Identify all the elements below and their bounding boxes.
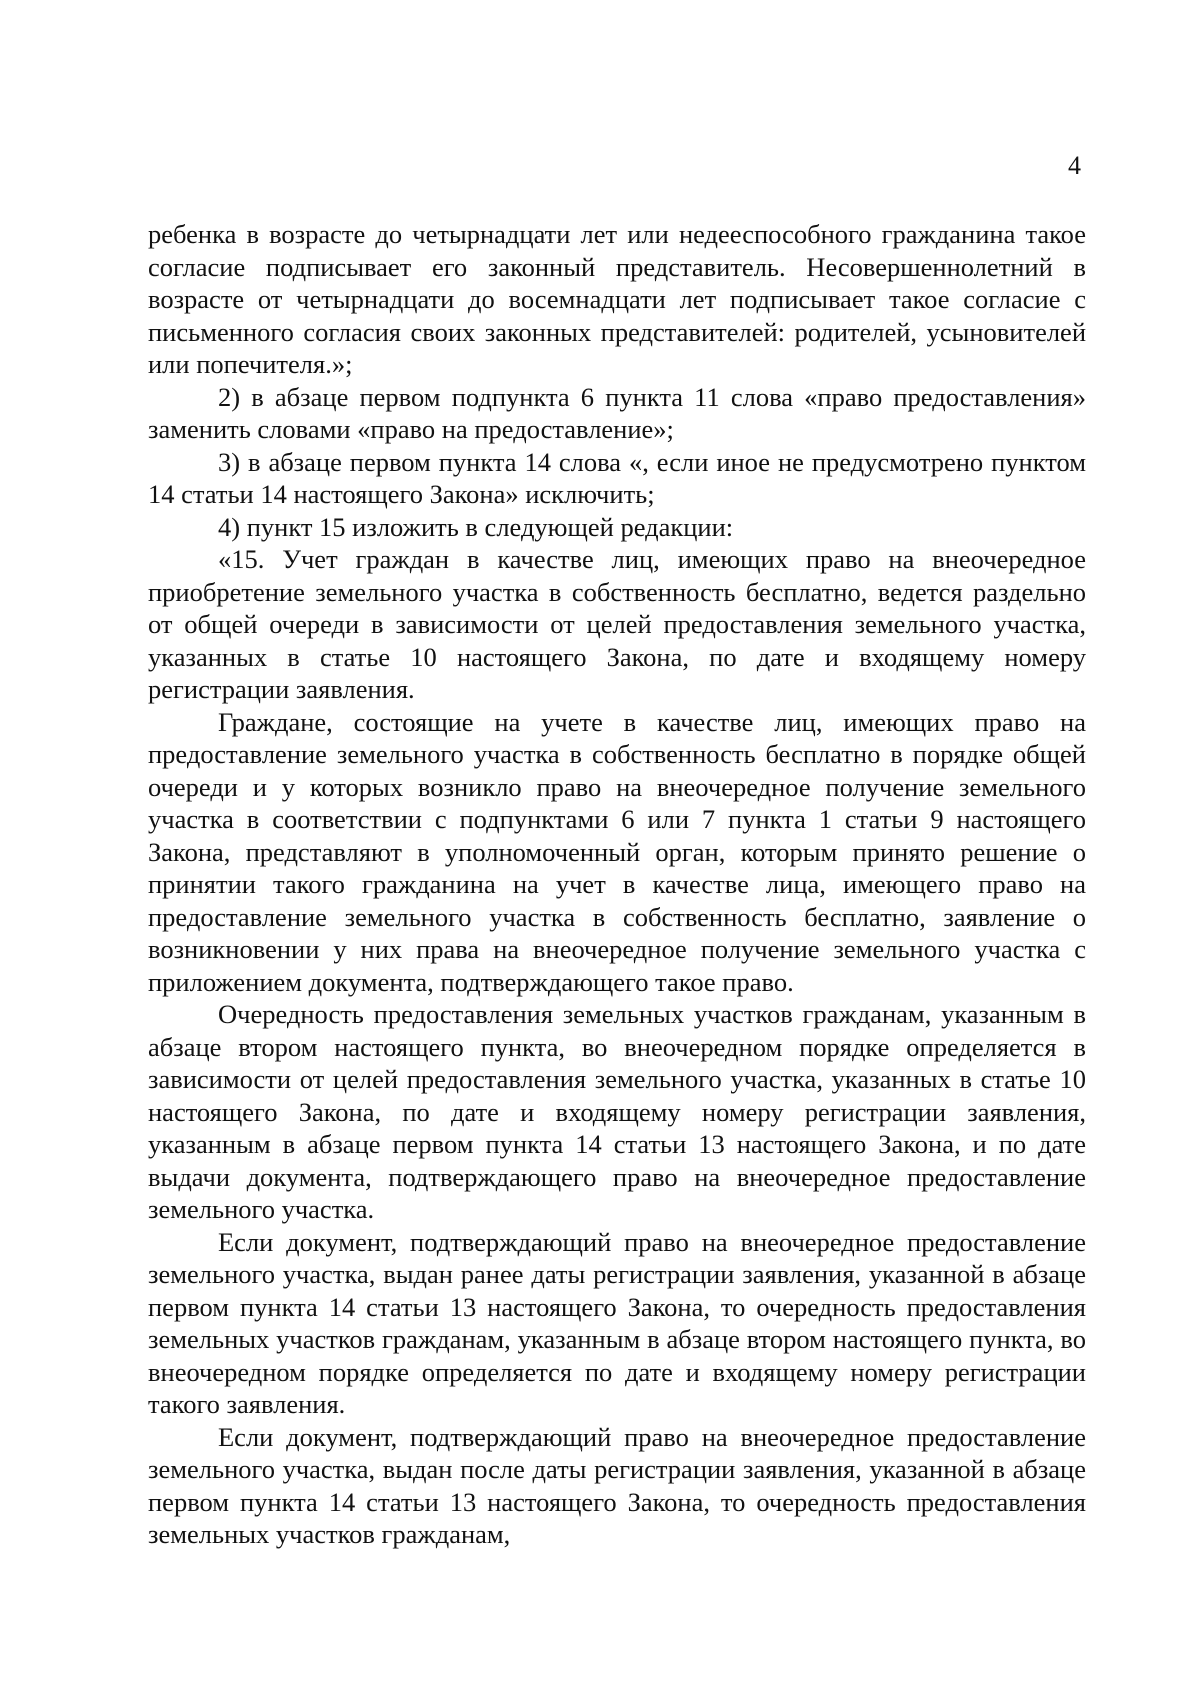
paragraph-continuation: ребенка в возрасте до четырнадцати лет или недееспособного гражданина такое согласие подписывает его законный представитель. Несовершеннолетний в возрасте от четырнадцати до восемнадцати лет подписывает такое согласие с письменного согласия своих законных представителей: родителей, усыновителей или попечителя.»; xyxy=(148,219,1086,379)
paragraph-if-before: Если документ, подтверждающий право на внеочередное предоставление земельного участка, выдан ранее даты регистрации заявления, указанной в абзаце первом пункта 14 статьи 13 настоящего Закона, то очередность предоставления земельных участков гражданам, указанным в абзаце втором настоящего пункта, во внеочередном порядке определяется по дате и входящему номеру регистрации такого заявления. xyxy=(148,1226,1086,1419)
paragraph-item-2: 2) в абзаце первом подпункта 6 пункта 11 слова «право предоставления» заменить словами «право на предоставление»; xyxy=(148,381,1086,444)
paragraph-clause-15: «15. Учет граждан в качестве лиц, имеющих право на внеочередное приобретение земельного участка в собственность бесплатно, ведется раздельно от общей очереди в зависимости от целей предоставления земельного участка, указанных в статье 10 настоящего Закона, по дате и входящему номеру регистрации заявления. xyxy=(148,544,1086,704)
paragraph-item-4: 4) пункт 15 изложить в следующей редакции: xyxy=(218,511,734,542)
document-body xyxy=(148,218,1086,1551)
paragraph-priority-order: Очередность предоставления земельных участков гражданам, указанным в абзаце втором настоящего пункта, во внеочередном порядке определяется в зависимости от целей предоставления земельного участка, указанных в статье 10 настоящего Закона, по дате и входящему номеру регистрации заявления, указанным в абзаце первом пункта 14 статьи 13 настоящего Закона, и по дате выдачи документа, подтверждающего право на внеочередное предоставление земельного участка. xyxy=(148,999,1086,1224)
paragraph-if-after: Если документ, подтверждающий право на внеочередное предоставление земельного участка, выдан после даты регистрации заявления, указанной в абзаце первом пункта 14 статьи 13 настоящего Закона, то очередность предоставления земельных участков гражданам, xyxy=(148,1421,1086,1549)
page-number: 4 xyxy=(1068,151,1081,180)
paragraph-citizens: Граждане, состоящие на учете в качестве лиц, имеющих право на предоставление земельного участка в собственность бесплатно в порядке общей очереди и у которых возникло право на внеочередное получение земельного участка в соответствии с подпунктами 6 или 7 пункта 1 статьи 9 настоящего Закона, представляют в уполномоченный орган, которым принято решение о принятии такого гражданина на учет в качестве лица, имеющего право на предоставление земельного участка в собственность бесплатно, заявление о возникновении у них права на внеочередное получение земельного участка с приложением документа, подтверждающего такое право. xyxy=(148,706,1086,997)
paragraph-item-3: 3) в абзаце первом пункта 14 слова «, если иное не предусмотрено пунктом 14 статьи 14 настоящего Закона» исключить; xyxy=(148,446,1086,509)
